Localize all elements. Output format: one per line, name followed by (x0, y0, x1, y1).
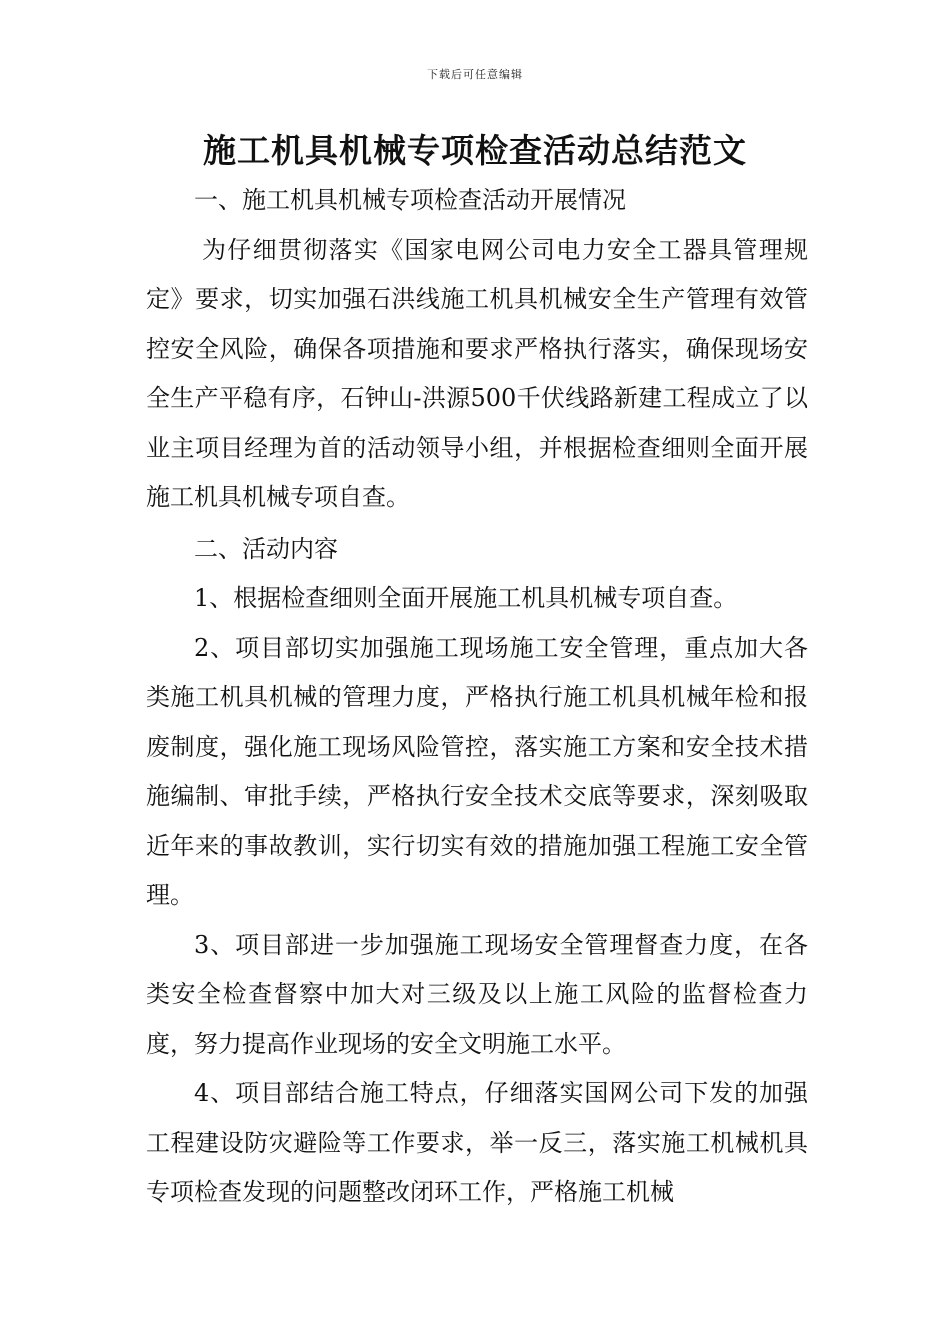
paragraph-item-4: 4、项目部结合施工特点，仔细落实国网公司下发的加强工程建设防灾避险等工作要求，举一反三，落实施工机械机具专项检查发现的问题整改闭环工作，严格施工机械 (146, 1079, 808, 1206)
paragraph-item-3: 3、项目部进一步加强施工现场安全管理督查力度，在各类安全检查督察中加大对三级及以上施工风险的监督检查力度，努力提高作业现场的安全文明施工水平。 (146, 930, 808, 1058)
document-body (146, 176, 808, 1218)
header-note: 下载后可任意编辑 (427, 68, 523, 81)
paragraph-item-2: 2、项目部切实加强施工现场施工安全管理，重点加大各类施工机具机械的管理力度，严格执行施工机具机械年检和报废制度，强化施工现场风险管控，落实施工方案和安全技术措施编制、审批手续，严格执行安全技术交底等要求，深刻吸取近年来的事故教训，实行切实有效的措施加强工程施工安全管理。 (146, 633, 808, 909)
document-title: 施工机具机械专项检查活动总结范文 (203, 131, 747, 170)
section-heading-1: 一、施工机具机械专项检查活动开展情况 (194, 186, 626, 214)
paragraph-intro: 为仔细贯彻落实《国家电网公司电力安全工器具管理规定》要求，切实加强石洪线施工机具机械安全生产管理有效管控安全风险，确保各项措施和要求严格执行落实，确保现场安全生产平稳有序，石钟山-洪源500千伏线路新建工程成立了以业主项目经理为首的活动领导小组，并根据检查细则全面开展施工机具机械专项自查。 (146, 235, 808, 511)
paragraph-item-1: 1、根据检查细则全面开展施工机具机械专项自查。 (194, 584, 738, 612)
section-heading-2: 二、活动内容 (194, 534, 338, 563)
